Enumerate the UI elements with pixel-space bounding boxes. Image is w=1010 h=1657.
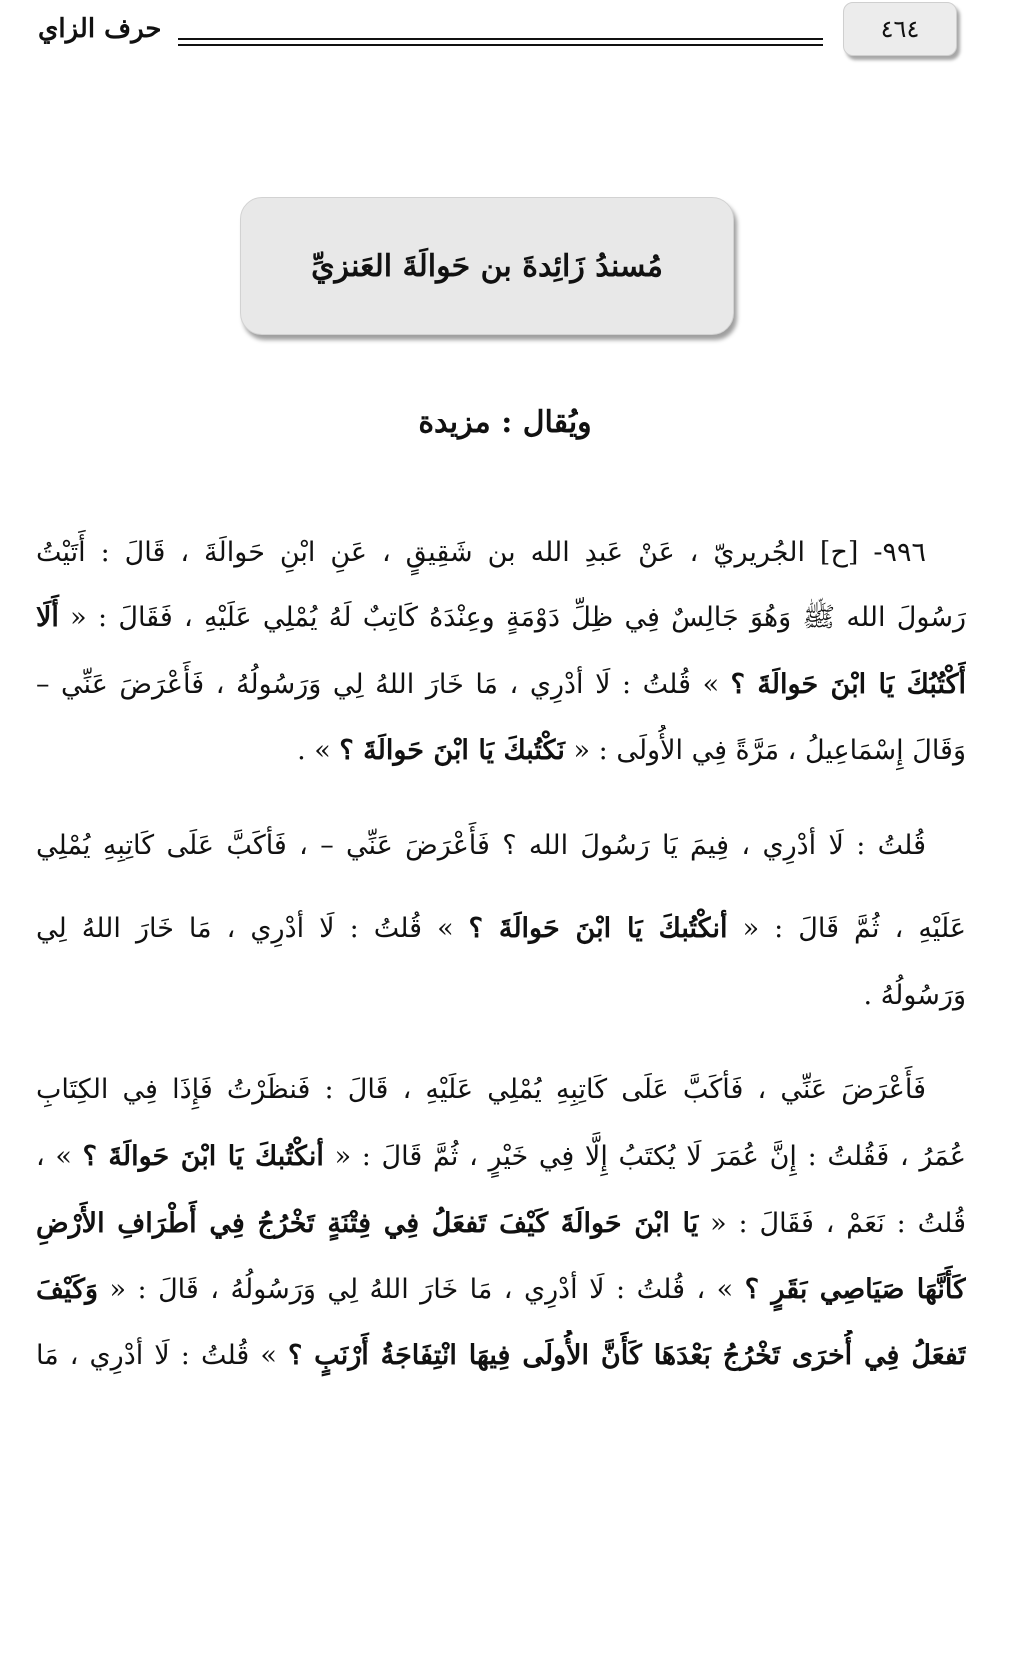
- chapter-title: حرف الزاي: [38, 14, 162, 44]
- text-line: [36, 725, 966, 777]
- hadith-quote: يَا ابْنَ حَوالَةَ كَيْفَ تَفعَلُ فِي فِتْنَةٍ تَخْرُجُ فِي أَطْرَافِ الأَرْضِ: [36, 1208, 699, 1239]
- text-run: ٩٩٦- [ح] الجُريريّ ، عَنْ عَبدِ الله بن شَقِيقٍ ، عَنِ ابْنِ حَوالَةَ ، قَالَ : أَتَيْتُ: [36, 537, 926, 568]
- text-run: » قُلتُ : لَا أدْرِي ، مَا خَارَ اللهُ لِي وَرَسُولُهُ ، فَأَعْرَضَ عَنِّي –: [36, 669, 731, 700]
- text-line: [36, 527, 966, 579]
- section-title: مُسندُ زَائِدةَ بن حَوالَةَ العَنزيِّ: [311, 248, 663, 284]
- text-line: [36, 1330, 966, 1382]
- text-run: » قُلتُ : لَا أدْرِي ، مَا: [36, 1340, 288, 1371]
- hadith-quote: أَلَا: [36, 602, 59, 633]
- text-run: » .: [297, 735, 340, 766]
- text-line: [36, 659, 966, 711]
- text-run: وَرَسُولُهُ .: [863, 980, 966, 1011]
- text-run: » قُلتُ : لَا أدْرِي ، مَا خَارَ اللهُ لِي: [36, 913, 469, 944]
- page-number-box: [843, 2, 957, 56]
- page-number: ٤٦٤: [880, 15, 920, 43]
- text-run: وَقَالَ إِسْمَاعِيلُ ، مَرَّةً فِي الأُولَى : «: [564, 735, 966, 766]
- text-line: [36, 1198, 966, 1250]
- text-line: [36, 1131, 966, 1183]
- section-title-box: [240, 197, 734, 335]
- hadith-quote: وَكَيْفَ: [36, 1274, 98, 1305]
- header-rule: [178, 38, 823, 40]
- hadith-quote: أنكْتُبكَ يَا ابْنَ حَوالَةَ ؟: [468, 913, 728, 944]
- text-line: [36, 1264, 966, 1316]
- hadith-quote: تَفعَلُ فِي أُخرَى تَخْرُجُ بَعْدَهَا كَأَنَّ الأُولَى فِيهَا انْتِفَاجَةُ أَرْنَبٍ ؟: [287, 1340, 966, 1371]
- section-subtitle: ويُقال : مزيدة: [418, 405, 592, 440]
- text-run: قُلتُ : نَعَمْ ، فَقَالَ : «: [698, 1208, 966, 1239]
- text-line: [36, 970, 966, 1022]
- text-line: [36, 820, 966, 872]
- text-line: [36, 592, 966, 644]
- hadith-quote: أنكْتُبكَ يَا ابْنَ حَوالَةَ ؟: [82, 1141, 324, 1172]
- header-rule: [178, 44, 823, 46]
- hadith-quote: كَأَنَّهَا صَيَاصِي بَقَرٍ ؟: [744, 1274, 966, 1305]
- text-run: فَأَعْرَضَ عَنِّي ، فَأكَبَّ عَلَى كَاتِبِهِ يُمْلِي عَلَيْهِ ، قَالَ : فَنظَرْتُ فَإِذَا فِي الكِتَابِ: [36, 1074, 926, 1105]
- text-run: عُمَرُ ، فَقُلتُ : إِنَّ عُمَرَ لَا يُكتَبُ إِلَّا فِي خَيْرٍ ، ثُمَّ قَالَ : «: [323, 1141, 966, 1172]
- text-run: قُلتُ : لَا أدْرِي ، فِيمَ يَا رَسُولَ الله ؟ فَأَعْرَضَ عَنِّي – ، فَأكَبَّ عَلَى كَاتِبِهِ يُمْلِي: [36, 830, 926, 861]
- text-line: [36, 903, 966, 955]
- text-run: عَلَيْهِ ، ثُمَّ قَالَ : «: [727, 913, 966, 944]
- text-run: رَسُولَ الله ﷺ وَهُوَ جَالِسٌ فِي ظِلِّ دَوْمَةٍ وعِنْدَهُ كَاتِبٌ لَهُ يُمْلِي عَلَيْهِ ، فَقَالَ : «: [58, 602, 966, 633]
- hadith-quote: نَكْتُبكَ يَا ابْنَ حَوالَةَ ؟: [339, 735, 565, 766]
- hadith-quote: أَكْتُبُكَ يَا ابْنَ حَوالَةَ ؟: [730, 669, 966, 700]
- running-header: [0, 0, 1010, 70]
- text-line: [36, 1064, 966, 1116]
- text-run: » ، قُلتُ : لَا أدْرِي ، مَا خَارَ اللهُ لِي وَرَسُولُهُ ، قَالَ : «: [98, 1274, 745, 1305]
- text-run: » ،: [36, 1141, 83, 1172]
